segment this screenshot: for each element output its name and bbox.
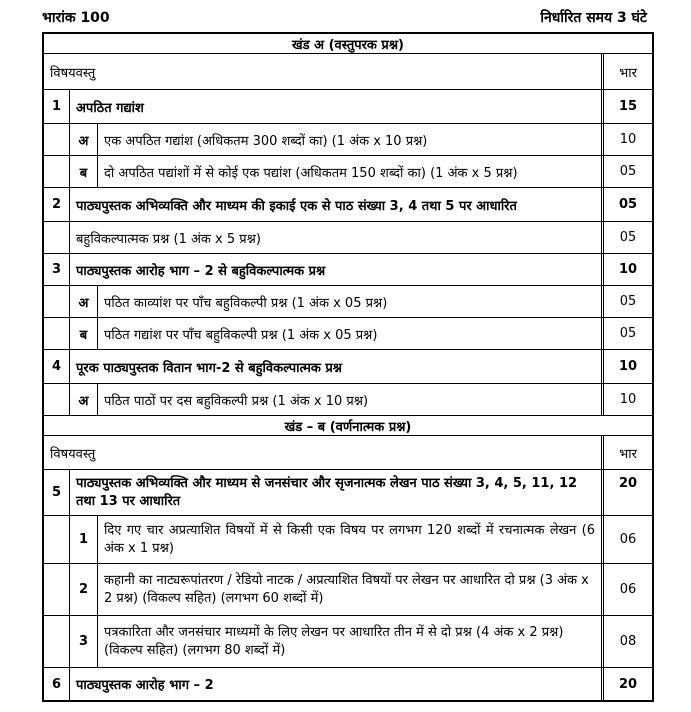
sub-text: एक अपठित गद्यांश (अधिकतम 300 शब्दों का) (1 अंक x 10 प्रश्न) <box>98 124 604 155</box>
content-header: विषयवस्तु <box>44 436 604 469</box>
sub-weight: 05 <box>619 230 637 245</box>
question-number: 6 <box>44 668 70 700</box>
sub-label: 2 <box>70 564 98 615</box>
sub-weight: 06 <box>619 532 637 547</box>
empty-cell <box>44 156 70 187</box>
question-row <box>44 668 652 700</box>
empty-cell <box>44 124 70 155</box>
question-number: 1 <box>44 90 70 123</box>
question-number: 4 <box>44 350 70 383</box>
question-weight: 20 <box>618 476 638 491</box>
weight-header: भार <box>619 446 637 462</box>
total-marks: भारांक 100 <box>42 10 110 26</box>
question-number: 5 <box>44 470 70 515</box>
question-weight: 20 <box>618 676 638 692</box>
sub-weight: 08 <box>619 634 637 649</box>
section-b-title-row <box>44 416 652 436</box>
question-row <box>44 254 652 286</box>
question-row <box>44 470 652 516</box>
question-number: 2 <box>44 188 70 221</box>
sub-question-row <box>44 222 652 254</box>
empty-cell <box>44 516 70 563</box>
content-header: विषयवस्तु <box>44 54 604 89</box>
section-b-header-row <box>44 436 652 470</box>
sub-question-row <box>44 124 652 156</box>
question-weight: 15 <box>618 99 638 114</box>
sub-text: पठित गद्यांश पर पाँच बहुविकल्पी प्रश्न (1 अंक x 05 प्रश्न) <box>98 318 604 349</box>
sub-label: 3 <box>70 616 98 667</box>
sub-text: दिए गए चार अप्रत्याशित विषयों में से किसी एक विषय पर लगभग 120 शब्दों में रचनात्मक लेखन (6 अंक x 1 प्रश्न) <box>98 516 604 563</box>
sub-weight: 06 <box>619 582 637 597</box>
question-weight: 05 <box>618 197 638 212</box>
empty-cell <box>44 222 70 253</box>
sub-question-row <box>44 564 652 616</box>
sub-question-row <box>44 516 652 564</box>
question-number: 3 <box>44 254 70 285</box>
sub-text: बहुविकल्पात्मक प्रश्न (1 अंक x 5 प्रश्न) <box>70 222 604 253</box>
section-a-header-row <box>44 54 652 90</box>
time-allowed: निर्धारित समय 3 घंटे <box>540 10 647 26</box>
sub-label: 1 <box>70 516 98 563</box>
sub-text: पठित काव्यांश पर पाँच बहुविकल्पी प्रश्न (1 अंक x 05 प्रश्न) <box>98 286 604 317</box>
sub-weight: 10 <box>619 392 637 407</box>
empty-cell <box>44 318 70 349</box>
sub-weight: 05 <box>619 164 637 179</box>
question-row <box>44 350 652 384</box>
question-weight: 10 <box>618 359 638 374</box>
section-a-title: खंड अ (वस्तुपरक प्रश्न) <box>292 37 404 53</box>
question-weight: 10 <box>618 262 638 277</box>
sub-text: पठित पाठों पर दस बहुविकल्पी प्रश्न (1 अंक x 10 प्रश्न) <box>98 384 604 415</box>
sub-label: अ <box>70 124 98 155</box>
weight-header: भार <box>619 65 637 81</box>
top-row <box>42 8 651 30</box>
sub-label: ब <box>70 156 98 187</box>
sub-question-row <box>44 286 652 318</box>
sub-question-row <box>44 156 652 188</box>
sub-question-row <box>44 318 652 350</box>
sub-text: कहानी का नाट्यरूपांतरण / रेडियो नाटक / अप्रत्याशित विषयों पर लेखन पर आधारित दो प्रश्न (3 अंक x 2 प्रश्न) (विकल्प सहित) (लगभग 60 शब्दों में) <box>98 564 604 615</box>
section-a-title-row <box>44 34 652 54</box>
sub-weight: 05 <box>619 294 637 309</box>
question-title: अपठित गद्यांश <box>70 90 604 123</box>
sub-label: अ <box>70 286 98 317</box>
question-title: पाठ्यपुस्तक अभिव्यक्ति और माध्यम की इकाई एक से पाठ संख्या 3, 4 तथा 5 पर आधारित <box>70 188 604 221</box>
sub-text: दो अपठित पद्यांशों में से कोई एक पद्यांश (अधिकतम 150 शब्दों का) (1 अंक x 5 प्रश्न) <box>98 156 604 187</box>
sub-weight: 10 <box>619 132 637 147</box>
question-title: पाठ्यपुस्तक आरोह भाग – 2 <box>70 668 604 700</box>
blueprint-table <box>42 32 654 702</box>
sub-label: अ <box>70 384 98 415</box>
question-title: पूरक पाठ्यपुस्तक वितान भाग-2 से बहुविकल्पात्मक प्रश्न <box>70 350 604 383</box>
section-b-title: खंड – ब (वर्णनात्मक प्रश्न) <box>284 419 412 435</box>
sub-label: ब <box>70 318 98 349</box>
empty-cell <box>44 286 70 317</box>
sub-question-row <box>44 616 652 668</box>
question-row <box>44 90 652 124</box>
question-title: पाठ्यपुस्तक अभिव्यक्ति और माध्यम से जनसंचार और सृजनात्मक लेखन पाठ संख्या 3, 4, 5, 11, 12 तथा 13 पर आधारित <box>70 470 604 515</box>
sub-text: पत्रकारिता और जनसंचार माध्यमों के लिए लेखन पर आधारित तीन में से दो प्रश्न (4 अंक x 2 प्रश्न) (विकल्प सहित) (लगभग 80 शब्दों में) <box>98 616 604 667</box>
empty-cell <box>44 564 70 615</box>
question-row <box>44 188 652 222</box>
empty-cell <box>44 616 70 667</box>
question-title: पाठ्यपुस्तक आरोह भाग – 2 से बहुविकल्पात्मक प्रश्न <box>70 254 604 285</box>
empty-cell <box>44 384 70 415</box>
sub-weight: 05 <box>619 326 637 341</box>
sub-question-row <box>44 384 652 416</box>
